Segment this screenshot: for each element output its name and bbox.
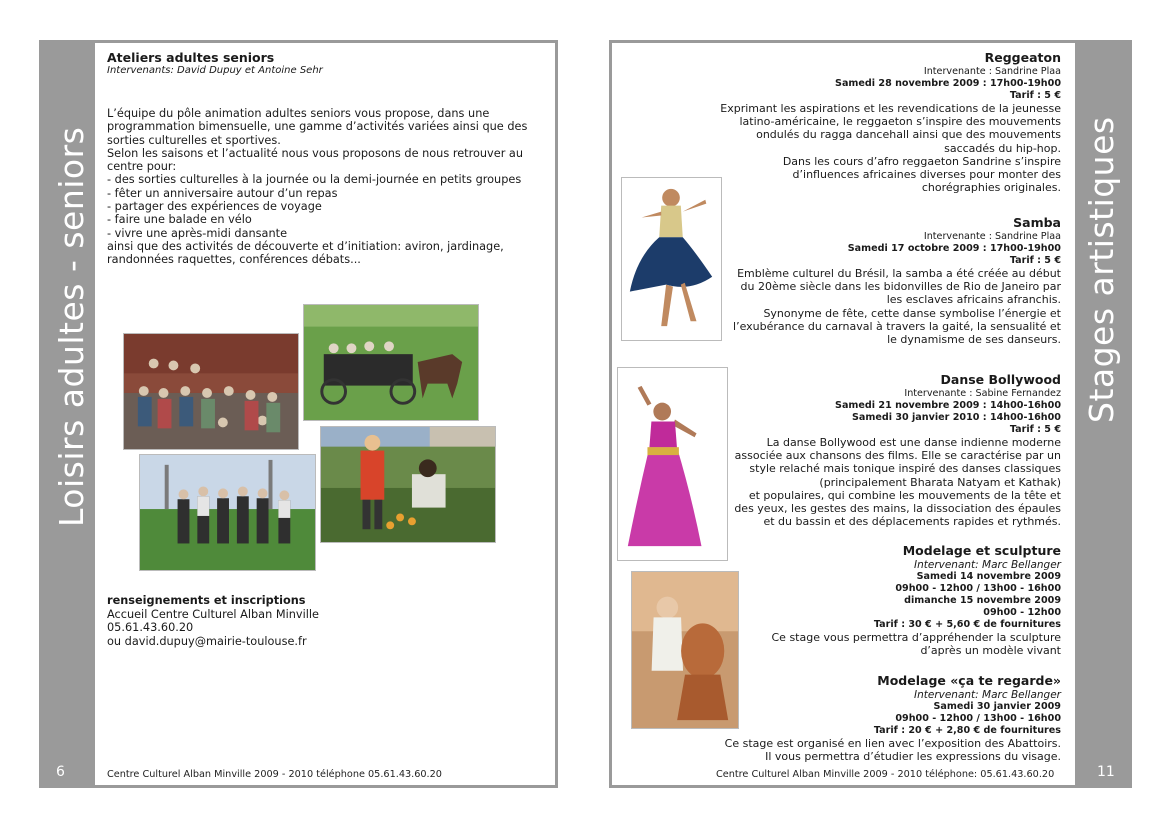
body-line: - fêter un anniversaire autour d’un repas <box>107 186 338 200</box>
stage-line: Samedi 14 novembre 2009 <box>916 571 1061 582</box>
stage-line: et du bassin et des déplacements rapides et rythmés. <box>763 515 1061 529</box>
stage-line: Samedi 28 novembre 2009 : 17h00-19h00 <box>835 78 1061 89</box>
stage-line: Samedi 21 novembre 2009 : 14h00-16h00 <box>835 400 1061 411</box>
stage-line: Samedi 17 octobre 2009 : 17h00-19h00 <box>847 243 1061 254</box>
stage-line: Ce stage vous permettra d’appréhender la sculpture <box>771 631 1061 644</box>
body-line: - faire une balade en vélo <box>107 213 252 227</box>
body-line: L’équipe du pôle animation adultes seniors vous propose, dans une <box>107 107 490 120</box>
body-line: randonnées raquettes, conférences débats... <box>107 253 361 267</box>
stage-line: Intervenant: Marc Bellanger <box>913 559 1061 571</box>
stage-title: Danse Bollywood <box>940 372 1061 387</box>
samba-dancer-photo <box>621 177 722 341</box>
stage-line: et populaires, qui combine les mouvements de la tête et <box>748 488 1061 502</box>
stage-line: Ce stage est organisé en lien avec l’exposition des Abattoirs. <box>724 737 1061 750</box>
right-page-number: 11 <box>1097 764 1115 780</box>
bollywood-dancer-photo <box>617 367 728 561</box>
stage-line: chorégraphies originales. <box>921 181 1061 195</box>
stage-line: Intervenante : Sandrine Plaa <box>923 231 1061 242</box>
section-body <box>107 107 537 267</box>
stage-line: Intervenante : Sandrine Plaa <box>923 66 1061 77</box>
stage-line: Tarif : 5 € <box>1009 424 1061 435</box>
stage-line: Exprimant les aspirations et les revendications de la jeunesse <box>720 102 1061 115</box>
body-line: ainsi que des activités de découverte et d’initiation: aviron, jardinage, <box>107 239 504 253</box>
sculpture-photo <box>631 571 739 729</box>
stage-line: Il vous permettra d’étudier les expressions du visage. <box>765 750 1061 764</box>
stage-line: d’influences africaines diverses pour monter des <box>792 168 1061 182</box>
group-photo-stairs <box>123 333 299 450</box>
stage-block <box>733 215 1061 346</box>
body-line: centre pour: <box>107 160 177 174</box>
body-line: programmation bimensuelle, une gamme d’activités variées ainsi que des <box>107 120 528 134</box>
stage-title: Samba <box>1013 215 1061 230</box>
right-footer: Centre Culturel Alban Minville 2009 - 2010 téléphone: 05.61.43.60.20 <box>716 769 1055 780</box>
left-footer: Centre Culturel Alban Minville 2009 - 2010 téléphone 05.61.43.60.20 <box>107 769 442 780</box>
stage-line: Intervenant: Marc Bellanger <box>913 689 1061 701</box>
stage-title: Modelage et sculpture <box>902 543 1061 558</box>
stage-line: Tarif : 5 € <box>1009 90 1061 101</box>
stage-line: 09h00 - 12h00 / 13h00 - 16h00 <box>895 583 1061 594</box>
stage-line: Samedi 30 janvier 2009 <box>933 701 1061 712</box>
info-line: 05.61.43.60.20 <box>107 621 194 634</box>
stage-line: Tarif : 30 € + 5,60 € de fournitures <box>873 619 1061 630</box>
body-line: Selon les saisons et l’actualité nous vous proposons de nous retrouver au <box>107 146 524 160</box>
stage-line: Emblème culturel du Brésil, la samba a été créée au début <box>737 267 1061 280</box>
body-line: - vivre une après-midi dansante <box>107 226 288 240</box>
body-line: sorties culturelles et sportives. <box>107 133 281 147</box>
stage-block <box>725 673 1061 763</box>
left-page-number: 6 <box>56 764 65 780</box>
contact-info <box>107 594 319 648</box>
stage-block <box>772 543 1062 657</box>
info-heading: renseignements et inscriptions <box>107 594 306 607</box>
stage-line: (principalement Bharata Natyam et Kathak) <box>819 475 1061 489</box>
stage-line: le dynamisme de ses danseurs. <box>887 333 1061 347</box>
stage-line: Tarif : 5 € <box>1009 255 1061 266</box>
body-line: - partager des expériences de voyage <box>107 200 322 214</box>
right-side-title: Stages artistiques <box>1082 116 1121 423</box>
stage-line: 09h00 - 12h00 <box>983 607 1061 618</box>
stage-line: Dans les cours d’afro reggaeton Sandrine s’inspire <box>782 154 1061 168</box>
info-line: Accueil Centre Culturel Alban Minville <box>107 607 319 621</box>
hikers-photo <box>139 454 316 571</box>
stage-line: latino-américaine, le reggaeton s’inspire des mouvements <box>739 115 1061 129</box>
stage-block <box>734 372 1061 528</box>
info-line: ou david.dupuy@mairie-toulouse.fr <box>107 634 307 648</box>
section-heading: Ateliers adultes seniors <box>107 50 275 65</box>
stage-line: du 20ème siècle dans les bidonvilles de Rio de Janeiro par <box>740 280 1061 294</box>
stage-line: saccadés du hip-hop. <box>944 141 1061 155</box>
stage-line: Samedi 30 janvier 2010 : 14h00-16h00 <box>851 412 1061 423</box>
stage-line: Tarif : 20 € + 2,80 € de fournitures <box>873 725 1061 736</box>
left-side-title: Loisirs adultes - seniors <box>52 126 91 527</box>
stage-line: associée aux chansons des films. Elle se caractérise par un <box>734 449 1061 463</box>
stage-line: La danse Bollywood est une danse indienne moderne <box>766 436 1061 449</box>
stage-line: Intervenante : Sabine Fernandez <box>904 388 1061 399</box>
gardening-photo <box>320 426 496 543</box>
stage-line: style relaché mais tonique inspiré des danses classiques <box>749 462 1061 476</box>
stage-line: 09h00 - 12h00 / 13h00 - 16h00 <box>895 713 1061 724</box>
stage-line: des yeux, les gestes des mains, la dissociation des épaules <box>734 502 1061 516</box>
stage-block <box>720 50 1061 194</box>
section-subheading: Intervenants: David Dupuy et Antoine Sehr <box>107 65 323 76</box>
stage-line: d’après un modèle vivant <box>920 644 1061 658</box>
stage-line: ondulés du ragga dancehall ainsi que des mouvements <box>756 128 1061 142</box>
stage-line: dimanche 15 novembre 2009 <box>904 595 1061 606</box>
body-line: - des sorties culturelles à la journée ou la demi-journée en petits groupes <box>107 173 522 187</box>
stage-title: Modelage «ça te regarde» <box>877 673 1061 688</box>
horse-carriage-photo <box>303 304 479 421</box>
stage-line: l’exubérance du carnaval à travers la gaité, la sensualité et <box>733 319 1061 333</box>
stage-line: Synonyme de fête, cette danse symbolise l’énergie et <box>763 306 1061 320</box>
stage-line: les esclaves africains afranchis. <box>886 293 1061 307</box>
stage-title: Reggeaton <box>984 50 1061 65</box>
